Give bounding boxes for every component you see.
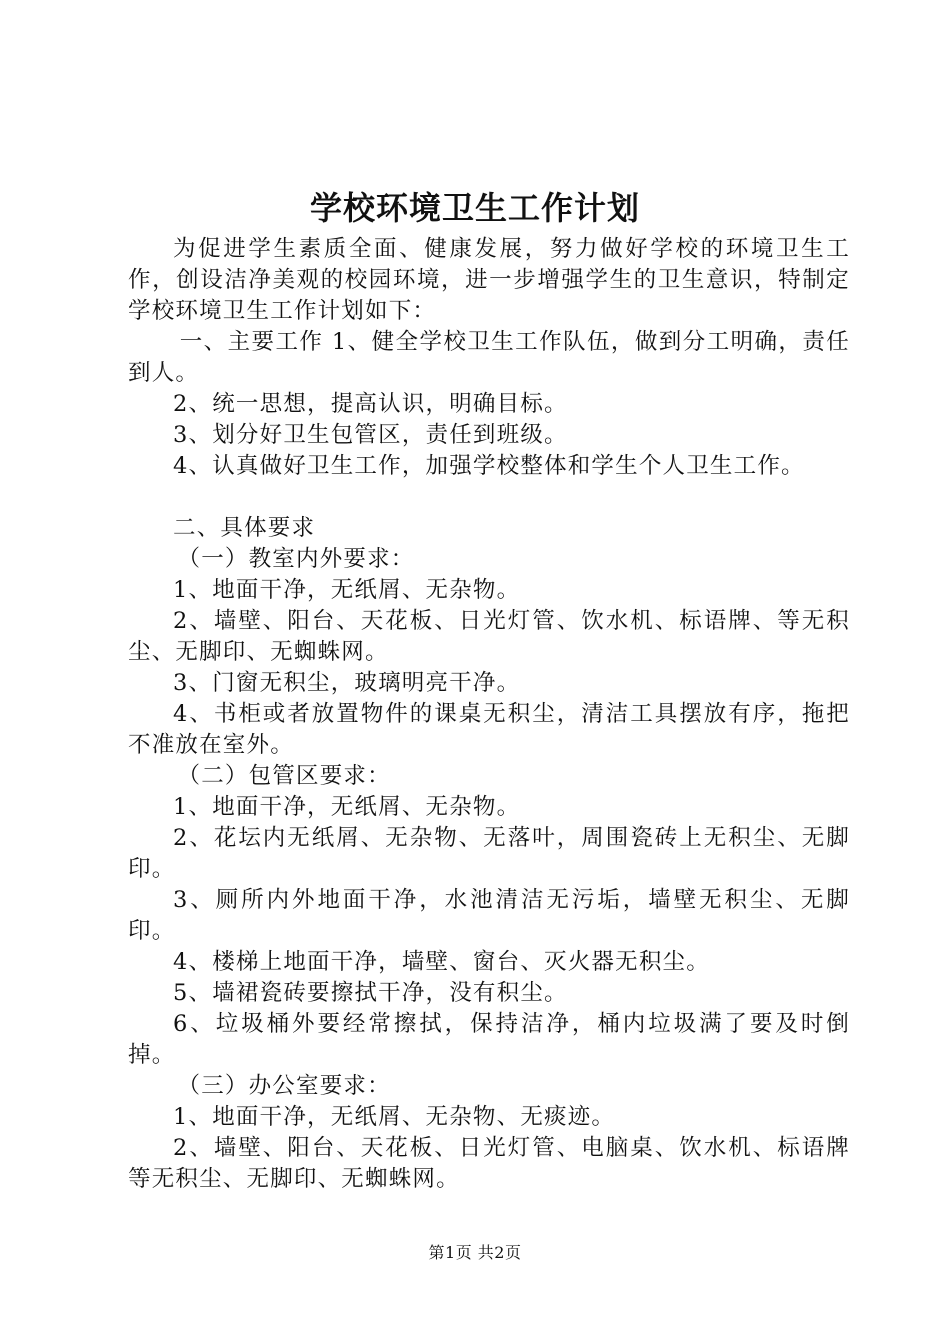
page-title: 学校环境卫生工作计划	[309, 189, 640, 227]
list-item: 4、楼梯上地面干净，墙壁、窗台、灭火器无积尘。	[173, 949, 710, 975]
list-item: 1、地面干净，无纸屑、无杂物。	[173, 577, 521, 603]
list-item: 2、统一思想，提高认识，明确目标。	[173, 391, 568, 417]
subsection-heading: （二）包管区要求：	[177, 763, 391, 789]
list-item: 2、墙壁、阳台、天花板、日光灯管、电脑桌、饮水机、标语牌等无积尘、无脚印、无蜘蛛网。	[128, 1135, 850, 1192]
page-number-footer: 第1页 共2页	[428, 1243, 522, 1262]
list-item: 1、地面干净，无纸屑、无杂物、无痰迹。	[173, 1104, 616, 1130]
section-main-work: 一、主要工作 1、健全学校卫生工作队伍，做到分工明确，责任到人。	[128, 329, 850, 386]
section-heading: 二、具体要求	[173, 515, 316, 541]
list-item: 4、书柜或者放置物件的课桌无积尘，清洁工具摆放有序，拖把不准放在室外。	[128, 701, 850, 758]
list-item: 3、门窗无积尘，玻璃明亮干净。	[173, 670, 521, 696]
subsection-heading: （一）教室内外要求：	[177, 546, 415, 572]
spacer	[128, 482, 850, 513]
subsection-heading: （三）办公室要求：	[177, 1073, 391, 1099]
list-item: 2、墙壁、阳台、天花板、日光灯管、饮水机、标语牌、等无积尘、无脚印、无蜘蛛网。	[128, 608, 850, 665]
intro-paragraph: 为促进学生素质全面、健康发展，努力做好学校的环境卫生工作，创设洁净美观的校园环境，进一步增强学生的卫生意识，特制定学校环境卫生工作计划如下：	[128, 236, 850, 324]
list-item: 2、花坛内无纸屑、无杂物、无落叶，周围瓷砖上无积尘、无脚印。	[128, 825, 850, 882]
list-item: 5、墙裙瓷砖要擦拭干净，没有积尘。	[173, 980, 568, 1006]
list-item: 4、认真做好卫生工作，加强学校整体和学生个人卫生工作。	[173, 453, 805, 479]
list-item: 3、划分好卫生包管区，责任到班级。	[173, 422, 568, 448]
document-body	[128, 234, 850, 1195]
list-item: 6、垃圾桶外要经常擦拭，保持洁净，桶内垃圾满了要及时倒掉。	[128, 1011, 850, 1068]
list-item: 1、地面干净，无纸屑、无杂物。	[173, 794, 521, 820]
list-item: 3、厕所内外地面干净，水池清洁无污垢，墙壁无积尘、无脚印。	[128, 887, 850, 944]
